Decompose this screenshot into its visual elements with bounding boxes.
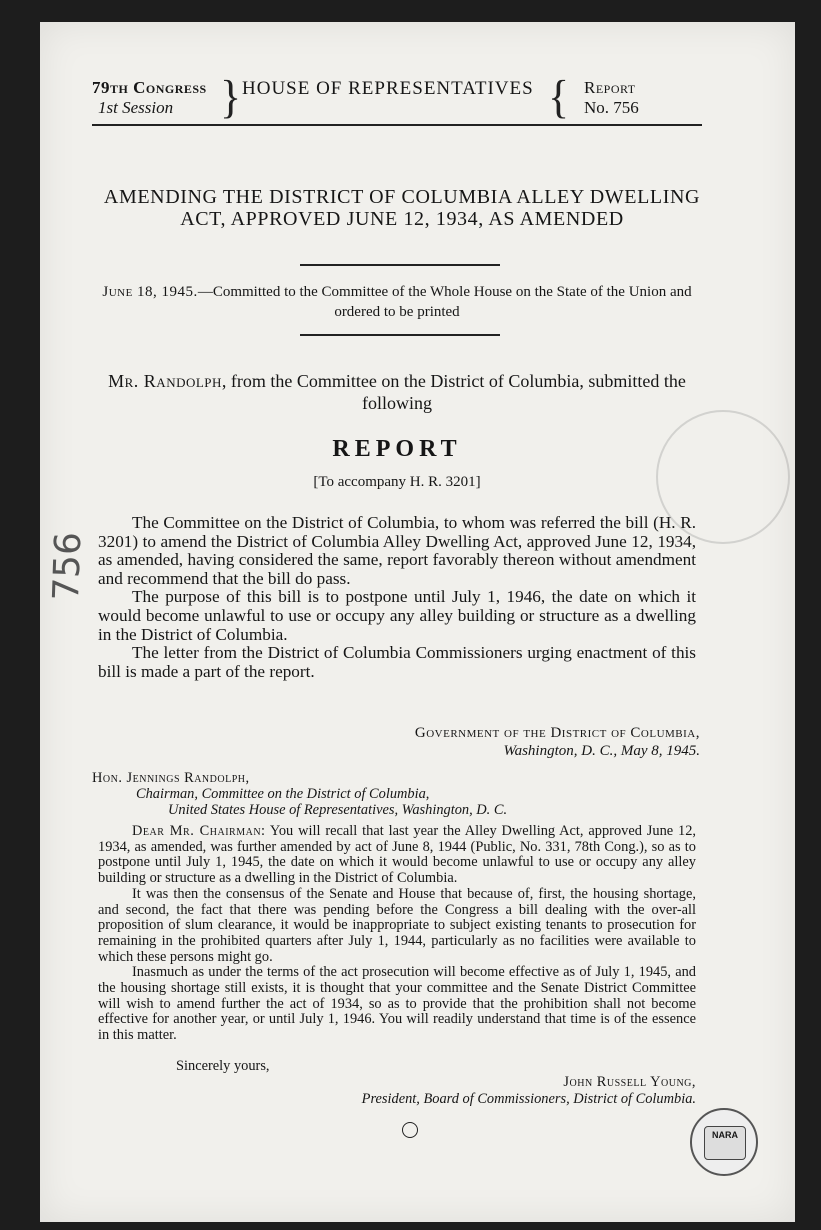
document-title: AMENDING THE DISTRICT OF COLUMBIA ALLEY DWELLING ACT, APPROVED JUNE 12, 1934, AS AMENDED — [103, 186, 701, 230]
letter-address — [92, 770, 702, 818]
letter-paragraph: It was then the consensus of the Senate and House that because of, first, the housing shortage, and second, the fact that there was pending before the Congress a bill dealing with the over-all proposition of slum clearance, it would be inappropriate to subject existing tenants to prosecution for remaining in the prohibited quarters after July 1, 1944, particularly as no facilities were available to which these persons might go. — [98, 885, 696, 965]
letter-place-date: Washington, D. C., May 8, 1945. — [503, 743, 700, 759]
addressee-location: United States House of Representatives, Washington, D. C. — [168, 802, 508, 818]
addressee-name: Hon. Jennings Randolph, — [92, 770, 250, 786]
body-paragraph: The letter from the District of Columbia Commissioners urging enactment of this bill is made a part of the report. — [98, 643, 696, 681]
signer-title: President, Board of Commissioners, District of Columbia. — [361, 1091, 696, 1107]
salutation: Dear Mr. Chairman: — [132, 823, 266, 839]
addressee-title: Chairman, Committee on the District of Columbia, — [136, 786, 430, 802]
handwritten-margin-note: 756 — [46, 531, 90, 602]
session-label: 1st Session — [98, 98, 174, 117]
circle-mark — [402, 1122, 418, 1138]
report-label: Report — [584, 78, 636, 97]
report-body — [98, 514, 696, 681]
letter-paragraph-text: You will recall that last year the Alley Dwelling Act, approved June 12, 1934, as amended, was further amended by act of June 8, 1944 (Public, No. 331, 78th Cong.), so as to postpone until July 1, 1945, the date on which it would become unlawful to use or occupy any alley building or structure as a dwelling in the District of Columbia. — [98, 823, 697, 887]
title-rule-bottom — [300, 334, 500, 336]
body-paragraph: The Committee on the District of Columbia, to whom was referred the bill (H. R. 3201) to amend the District of Columbia Alley Dwelling Act, approved June 12, 1934, as amended, having considered the same, report favorably thereon without amendment and recommend that the bill do pass. — [98, 513, 696, 588]
nara-stamp-label: NARA — [704, 1126, 746, 1160]
submitted-text: , from the Committee on the District of Columbia, submitted the following — [221, 371, 686, 413]
report-heading: REPORT — [332, 436, 462, 462]
congress-label: 79th Congress — [92, 78, 207, 97]
nara-stamp — [690, 1108, 758, 1176]
chamber-name: HOUSE OF REPRESENTATIVES — [242, 78, 534, 99]
letter-government: Government of the District of Columbia, — [414, 725, 700, 741]
letter-heading — [300, 724, 700, 760]
signature-block — [300, 1074, 696, 1108]
letter-body — [98, 824, 696, 1044]
dateline — [92, 282, 702, 322]
accompany-bill: [To accompany H. R. 3201] — [313, 474, 481, 490]
right-brace: { — [548, 71, 570, 124]
title-rule-top — [300, 264, 500, 266]
letter-closing: Sincerely yours, — [176, 1058, 270, 1074]
header-rule — [92, 124, 702, 126]
body-paragraph: The purpose of this bill is to postpone until July 1, 1946, the date on which it would become unlawful to use or occupy any alley building or structure as a dwelling in the District of Columbia. — [98, 587, 696, 644]
library-stamp-faint — [656, 410, 790, 544]
signer-name: John Russell Young, — [563, 1074, 696, 1090]
submitter-name: Mr. Randolph — [108, 371, 222, 391]
left-brace: } — [220, 71, 242, 124]
dateline-text: —Committed to the Committee of the Whole House on the State of the Union and ordered to be printed — [197, 284, 692, 320]
report-number-block — [584, 78, 694, 118]
letter-paragraph — [98, 824, 696, 887]
submitted-by — [92, 370, 702, 414]
dateline-date: June 18, 1945. — [102, 284, 198, 300]
letter-paragraph: Inasmuch as under the terms of the act prosecution will become effective as of July 1, 1945, and the housing shortage still exists, it is thought that your committee and the Senate District Committee will wish to amend further the act of 1934, so as to provide that the prohibition shall not become effective for another year, or until July 1, 1946. You will readily understand that time is of the essence in this matter. — [98, 964, 696, 1044]
report-number: No. 756 — [584, 98, 639, 117]
